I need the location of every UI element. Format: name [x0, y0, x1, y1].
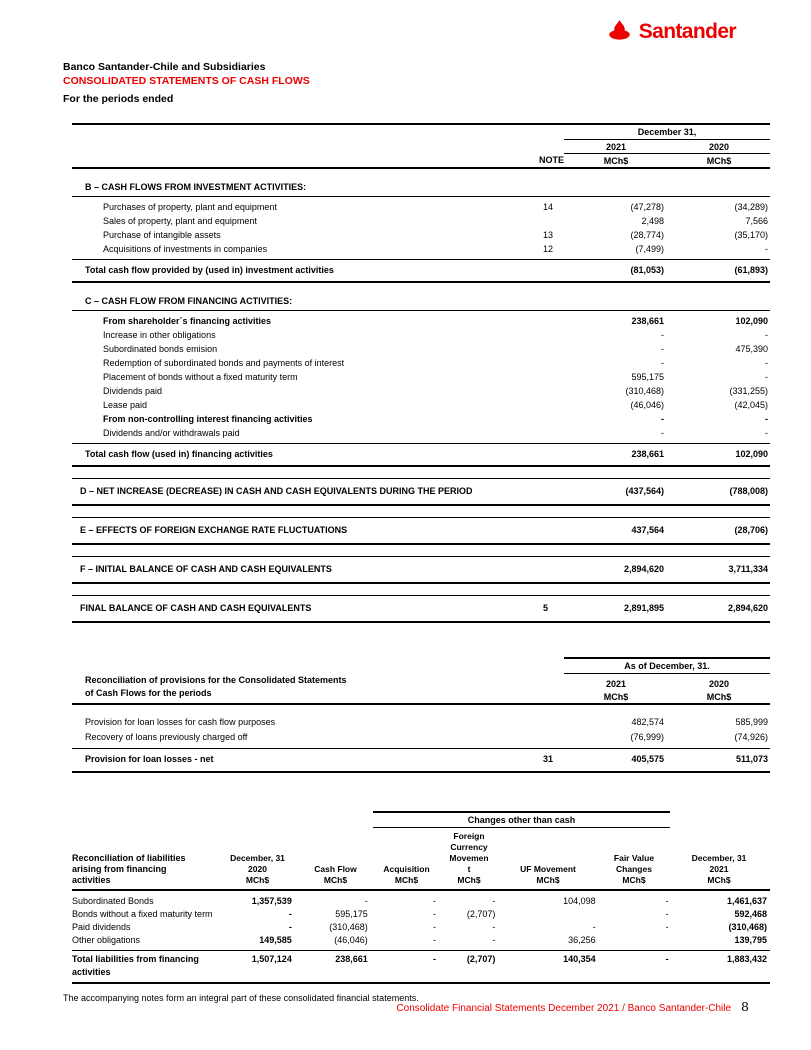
row-label: Purchase of intangible assets — [103, 230, 221, 240]
year-2021-label: 2021 — [605, 142, 627, 152]
row-value: - — [364, 896, 368, 906]
row-value-2021: - — [661, 344, 664, 354]
row-value: - — [432, 909, 436, 919]
column-header-uf-movement: UF Movement MCh$ — [520, 864, 576, 885]
row-value-2021: 482,574 — [631, 717, 664, 727]
row-value: 1,357,539 — [251, 896, 292, 906]
column-header-fair-value: Fair Value Changes MCh$ — [613, 853, 655, 885]
row-label: Increase in other obligations — [103, 330, 216, 340]
summary-label: FINAL BALANCE OF CASH AND CASH EQUIVALENTS — [80, 603, 312, 613]
column-header-cash-flow: Cash Flow MCh$ — [314, 864, 357, 885]
summary-value-2021: 437,564 — [631, 525, 664, 535]
provisions-table-header — [72, 657, 770, 703]
summary-value-2020: (788,008) — [729, 486, 768, 496]
header-bottom-rule — [72, 889, 770, 891]
year-header-row — [564, 677, 770, 690]
year-columns-group — [564, 657, 770, 703]
provisions-total-row — [72, 748, 770, 773]
table-row — [72, 370, 770, 384]
row-value: 592,468 — [734, 909, 767, 919]
row-label: Paid dividends — [72, 922, 131, 932]
table-row — [72, 412, 770, 426]
row-value: 1,883,432 — [726, 954, 767, 964]
row-label: Total liabilities from financing activities — [72, 954, 199, 977]
row-label: Placement of bonds without a fixed maturity term — [103, 372, 298, 382]
changes-other-than-cash-header: Changes other than cash — [373, 811, 670, 828]
row-value: - — [665, 909, 669, 919]
period-label: For the periods ended — [63, 93, 174, 105]
provisions-caption: Reconciliation of provisions for the Consolidated Statements of Cash Flows for the periods — [85, 675, 347, 698]
row-value: 1,461,637 — [726, 896, 767, 906]
row-value-2020: 511,073 — [735, 754, 768, 764]
summary-value-2021: 2,891,895 — [623, 603, 664, 613]
section-b-header: B – CASH FLOWS FROM INVESTMENT ACTIVITIES: — [72, 179, 770, 197]
header-bottom-rule — [72, 167, 770, 169]
row-value: 36,256 — [568, 935, 596, 945]
row-value: - — [432, 896, 436, 906]
row-value-2020: - — [765, 428, 768, 438]
row-value-2021: - — [661, 358, 664, 368]
row-value-2020: (34,289) — [734, 202, 768, 212]
row-value-2020: (331,255) — [729, 386, 768, 396]
row-value: (310,468) — [329, 922, 368, 932]
row-value-2020: 7,566 — [745, 216, 768, 226]
row-value-2020: - — [765, 372, 768, 382]
table-row — [72, 426, 770, 440]
row-value: - — [665, 896, 669, 906]
row-value-2021: 595,175 — [631, 372, 664, 382]
summary-value-2020: (28,706) — [734, 525, 768, 535]
row-label: Subordinated bonds emision — [103, 344, 218, 354]
row-note: 13 — [542, 230, 553, 240]
liabilities-caption: Reconciliation of liabilities arising from financing activities — [72, 853, 186, 885]
row-value-2020: (42,045) — [734, 400, 768, 410]
table-row — [72, 715, 770, 730]
cash-flow-statement-table — [72, 123, 770, 623]
year-header-row — [564, 140, 770, 154]
row-note: 14 — [542, 202, 553, 212]
summary-value-2021: (437,564) — [625, 486, 664, 496]
table-row — [72, 342, 770, 356]
table-row — [72, 895, 770, 908]
liabilities-header-row — [72, 831, 770, 889]
row-label: Sales of property, plant and equipment — [103, 216, 257, 226]
spacer — [72, 811, 373, 828]
cash-flow-table-header — [72, 125, 770, 167]
summary-row-fx-effects — [72, 517, 770, 545]
row-value-2021: 2,498 — [641, 216, 664, 226]
row-label: From shareholder´s financing activities — [103, 316, 272, 326]
table-row — [72, 398, 770, 412]
unit-2020-label: MCh$ — [706, 692, 732, 702]
row-value: - — [432, 935, 436, 945]
liabilities-reconciliation-table — [72, 811, 770, 984]
group-header-row — [72, 811, 770, 828]
row-value: - — [665, 922, 669, 932]
unit-2020-label: MCh$ — [706, 156, 732, 166]
row-value-2021: (81,053) — [630, 265, 664, 275]
row-value-2020: - — [765, 414, 768, 424]
row-label: Total cash flow provided by (used in) investment activities — [85, 265, 334, 275]
column-header-dec-2021: December, 31 2021 MCh$ — [691, 853, 747, 885]
row-value: (2,707) — [466, 954, 496, 964]
summary-note: 5 — [542, 603, 548, 613]
year-2021-label: 2021 — [605, 679, 627, 689]
row-value-2020: 475,390 — [735, 344, 768, 354]
row-value-2020: (35,170) — [734, 230, 768, 240]
unit-2021-label: MCh$ — [603, 156, 629, 166]
row-value-2021: - — [661, 414, 664, 424]
row-label: From non-controlling interest financing activities — [103, 414, 313, 424]
summary-row-final-balance — [72, 595, 770, 623]
row-value-2020: - — [765, 330, 768, 340]
row-value-2021: - — [661, 428, 664, 438]
row-value-2020: 102,090 — [735, 316, 768, 326]
row-label: Provision for loan losses for cash flow purposes — [85, 717, 276, 727]
table-row — [72, 384, 770, 398]
row-value-2021: 405,575 — [631, 754, 664, 764]
row-label: Bonds without a fixed maturity term — [72, 909, 213, 919]
row-value: 238,661 — [335, 954, 368, 964]
section-c-total-row — [72, 443, 770, 467]
row-value: - — [492, 922, 496, 932]
table-row — [72, 934, 770, 947]
unit-header-row — [564, 154, 770, 167]
row-value: 149,585 — [259, 935, 292, 945]
table-row — [72, 921, 770, 934]
row-value: 139,795 — [734, 935, 767, 945]
section-b-total-row — [72, 259, 770, 283]
year-2020-label: 2020 — [708, 679, 730, 689]
row-label: Total cash flow (used in) financing activities — [85, 449, 273, 459]
unit-header-row — [564, 690, 770, 703]
row-value-2020: (74,926) — [734, 732, 768, 742]
table-row — [72, 228, 770, 242]
row-value: (310,468) — [728, 922, 767, 932]
row-value-2021: 238,661 — [631, 449, 664, 459]
row-value-2021: (310,468) — [625, 386, 664, 396]
row-label: Dividends and/or withdrawals paid — [103, 428, 240, 438]
logo-row — [63, 20, 736, 44]
row-value-2020: (61,893) — [734, 265, 768, 275]
row-label: Other obligations — [72, 935, 141, 945]
table-row — [72, 314, 770, 328]
column-header-dec-2020: December, 31 2020 MCh$ — [230, 853, 285, 885]
row-value-2021: (28,774) — [630, 230, 664, 240]
provisions-reconciliation-table — [72, 657, 770, 773]
row-label: Dividends paid — [103, 386, 163, 396]
santander-logo — [606, 20, 736, 44]
row-value: - — [492, 896, 496, 906]
footer-title: Consolidate Financial Statements December 2021 / Banco Santander-Chile — [396, 1003, 732, 1014]
table-row — [72, 908, 770, 921]
row-value-2021: - — [661, 330, 664, 340]
date-group-header: December 31, — [564, 125, 770, 140]
table-row — [72, 242, 770, 256]
row-value-2020: 102,090 — [735, 449, 768, 459]
date-group-header: As of December, 31. — [564, 657, 770, 674]
row-value: (2,707) — [466, 909, 496, 919]
summary-label: D – NET INCREASE (DECREASE) IN CASH AND CASH EQUIVALENTS DURING THE PERIOD — [80, 486, 473, 496]
unit-2021-label: MCh$ — [603, 692, 629, 702]
row-value: - — [288, 909, 292, 919]
row-value-2021: (46,046) — [630, 400, 664, 410]
row-value-2020: 585,999 — [735, 717, 768, 727]
document-header — [63, 60, 770, 106]
column-header-foreign-currency: Foreign Currency Movemen t MCh$ — [449, 831, 489, 885]
table-row — [72, 328, 770, 342]
row-label: Lease paid — [103, 400, 148, 410]
year-columns-group — [564, 125, 770, 167]
company-name: Banco Santander-Chile and Subsidiaries — [63, 61, 266, 73]
table-row — [72, 214, 770, 228]
row-value-2020: - — [765, 358, 768, 368]
row-value: - — [665, 954, 669, 964]
row-value: - — [492, 935, 496, 945]
row-label: Subordinated Bonds — [72, 896, 154, 906]
table-row — [72, 730, 770, 745]
year-2020-label: 2020 — [708, 142, 730, 152]
row-value: 595,175 — [335, 909, 368, 919]
row-label: Provision for loan losses - net — [85, 754, 214, 764]
summary-value-2020: 2,894,620 — [727, 603, 768, 613]
table-row — [72, 356, 770, 370]
page-number: 8 — [741, 999, 749, 1014]
table-row — [72, 200, 770, 214]
row-value: - — [432, 954, 436, 964]
section-c-header: C – CASH FLOW FROM FINANCING ACTIVITIES: — [72, 293, 770, 311]
row-value-2020: - — [765, 244, 768, 254]
summary-label: F – INITIAL BALANCE OF CASH AND CASH EQUIVALENTS — [80, 564, 332, 574]
row-value-2021: (76,999) — [630, 732, 664, 742]
row-value: 104,098 — [563, 896, 596, 906]
row-value-2021: (7,499) — [635, 244, 664, 254]
liabilities-total-row — [72, 950, 770, 984]
row-note: 31 — [542, 754, 553, 764]
santander-wordmark: Santander — [638, 20, 736, 43]
page-footer — [396, 999, 749, 1014]
santander-flame-icon — [606, 20, 633, 44]
accompanying-notes-footnote: The accompanying notes form an integral part of these consolidated financial statements. — [63, 993, 419, 1003]
row-value: 140,354 — [563, 954, 596, 964]
summary-value-2020: 3,711,334 — [728, 564, 768, 574]
row-value: - — [432, 922, 436, 932]
summary-row-initial-balance — [72, 556, 770, 584]
note-column-header: NOTE — [538, 155, 564, 165]
row-label: Redemption of subordinated bonds and payments of interest — [103, 358, 345, 368]
row-note: 12 — [542, 244, 553, 254]
document-title: CONSOLIDATED STATEMENTS OF CASH FLOWS — [63, 75, 310, 87]
row-value: 1,507,124 — [251, 954, 292, 964]
row-value-2021: 238,661 — [631, 316, 664, 326]
column-header-acquisition: Acquisition MCh$ — [383, 864, 430, 885]
row-label: Recovery of loans previously charged off — [85, 732, 248, 742]
row-value-2021: (47,278) — [630, 202, 664, 212]
row-label: Acquisitions of investments in companies — [103, 244, 268, 254]
summary-label: E – EFFECTS OF FOREIGN EXCHANGE RATE FLUCTUATIONS — [80, 525, 348, 535]
spacer — [72, 705, 770, 715]
row-value: - — [288, 922, 292, 932]
summary-row-net-increase — [72, 478, 770, 506]
row-label: Purchases of property, plant and equipment — [103, 202, 277, 212]
row-value: - — [592, 922, 596, 932]
summary-value-2021: 2,894,620 — [623, 564, 664, 574]
row-value: (46,046) — [334, 935, 368, 945]
